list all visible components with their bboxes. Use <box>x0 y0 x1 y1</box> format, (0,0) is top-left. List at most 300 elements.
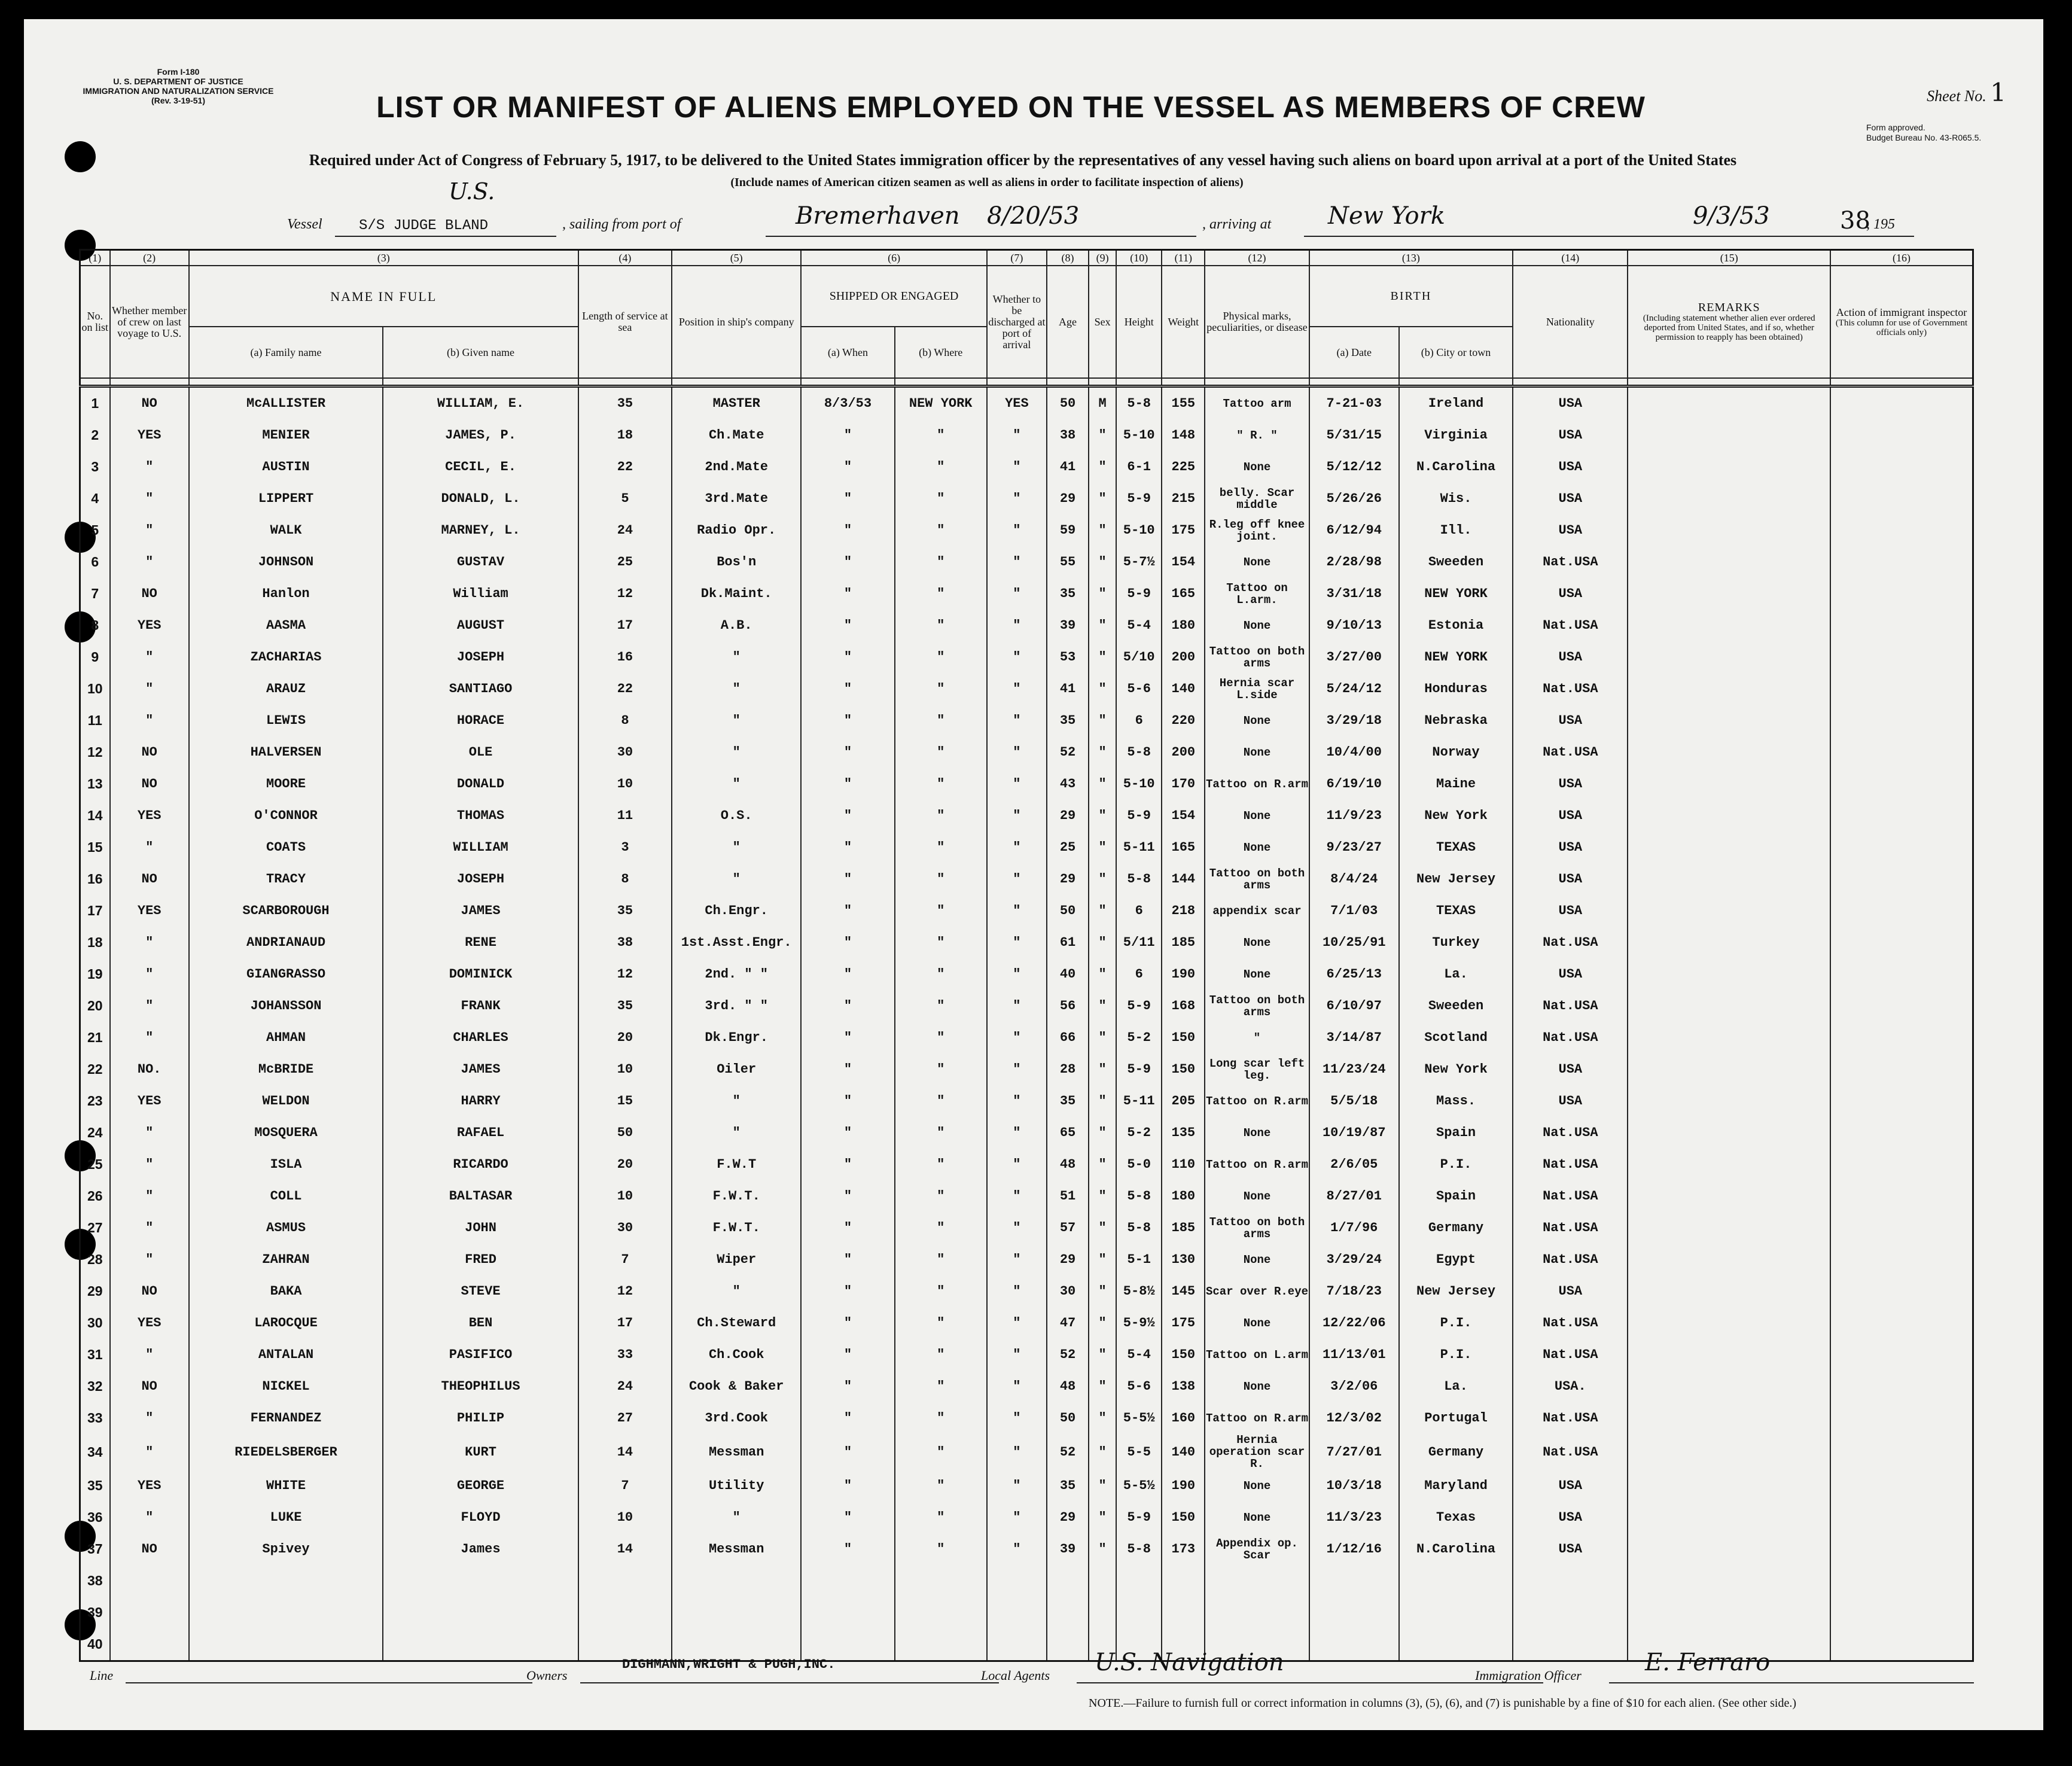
cell-remarks <box>1628 1402 1830 1434</box>
cell-birth-date: 5/24/12 <box>1309 673 1399 705</box>
cell-when: " <box>801 1275 894 1307</box>
punch-hole <box>65 141 96 172</box>
cell-length: 8 <box>578 705 672 736</box>
cell-where: " <box>895 927 987 958</box>
cell-physical-marks: Scar over R.eye <box>1205 1275 1309 1307</box>
cell-discharged: " <box>987 1180 1047 1212</box>
col-num-4: (4) <box>578 250 672 266</box>
cell-physical-marks: appendix scar <box>1205 895 1309 927</box>
cell-member: " <box>110 483 189 514</box>
cell-member: NO <box>110 1275 189 1307</box>
cell-birth-city: La. <box>1399 958 1513 990</box>
cell-physical-marks: Tattoo on R.arm <box>1205 1402 1309 1434</box>
cell-given-name: DOMINICK <box>383 958 578 990</box>
cell-birth-date: 3/31/18 <box>1309 578 1399 610</box>
cell-where: " <box>895 705 987 736</box>
cell-action <box>1830 958 1973 990</box>
cell-no: 40 <box>80 1628 110 1661</box>
cell-physical-marks: Appendix op. Scar <box>1205 1533 1309 1565</box>
cell-birth-city: Maine <box>1399 768 1513 800</box>
cell-height: 5-9 <box>1116 1053 1162 1085</box>
manifest-body <box>80 386 1973 1661</box>
cell-given-name: SANTIAGO <box>383 673 578 705</box>
table-row <box>80 1244 1973 1275</box>
cell-position: Ch.Steward <box>672 1307 801 1339</box>
cell-remarks <box>1628 863 1830 895</box>
cell-height: 5-9 <box>1116 483 1162 514</box>
header-weight: Weight <box>1162 266 1205 378</box>
cell-no: 3 <box>80 451 110 483</box>
table-row <box>80 451 1973 483</box>
cell-physical-marks: None <box>1205 1502 1309 1533</box>
agents-underline <box>1077 1682 1543 1683</box>
cell-family-name: ANTALAN <box>189 1339 383 1371</box>
cell-height: 5-8 <box>1116 736 1162 768</box>
cell-nationality: USA <box>1513 1275 1628 1307</box>
cell-when: " <box>801 990 894 1022</box>
cell-member: NO <box>110 386 189 420</box>
cell-length: 7 <box>578 1244 672 1275</box>
cell-remarks <box>1628 546 1830 578</box>
cell-nationality <box>1513 1597 1628 1628</box>
cell-birth-date: 7/27/01 <box>1309 1434 1399 1470</box>
cell-remarks <box>1628 895 1830 927</box>
cell-member: NO <box>110 768 189 800</box>
cell-weight: 135 <box>1162 1117 1205 1149</box>
cell-when: " <box>801 1434 894 1470</box>
cell-age: 52 <box>1047 736 1089 768</box>
cell-where: " <box>895 578 987 610</box>
cell-sex: " <box>1089 832 1116 863</box>
cell-age: 48 <box>1047 1371 1089 1402</box>
cell-birth-city: La. <box>1399 1371 1513 1402</box>
cell-remarks <box>1628 1533 1830 1565</box>
cell-sex: " <box>1089 578 1116 610</box>
cell-birth-city: Scotland <box>1399 1022 1513 1053</box>
local-agents-label: Local Agents <box>981 1668 1050 1683</box>
cell-birth-city: Ireland <box>1399 386 1513 420</box>
cell-when: " <box>801 546 894 578</box>
cell-no: 10 <box>80 673 110 705</box>
cell-where: " <box>895 451 987 483</box>
cell-discharged: " <box>987 1117 1047 1149</box>
cell-length: 14 <box>578 1533 672 1565</box>
cell-where <box>895 1597 987 1628</box>
cell-when: " <box>801 483 894 514</box>
cell-when: " <box>801 419 894 451</box>
cell-length <box>578 1597 672 1628</box>
cell-discharged: " <box>987 736 1047 768</box>
cell-sex: " <box>1089 768 1116 800</box>
cell-member: " <box>110 514 189 546</box>
cell-weight: 145 <box>1162 1275 1205 1307</box>
cell-no: 9 <box>80 641 110 673</box>
cell-no: 33 <box>80 1402 110 1434</box>
cell-where: " <box>895 1244 987 1275</box>
cell-remarks <box>1628 483 1830 514</box>
cell-given-name: AUGUST <box>383 610 578 641</box>
port-from: Bremerhaven <box>796 202 960 230</box>
cell-when: " <box>801 1244 894 1275</box>
table-row <box>80 768 1973 800</box>
cell-birth-city: N.Carolina <box>1399 451 1513 483</box>
cell-where: " <box>895 863 987 895</box>
cell-position: F.W.T <box>672 1149 801 1180</box>
cell-family-name: Hanlon <box>189 578 383 610</box>
cell-family-name: RIEDELSBERGER <box>189 1434 383 1470</box>
cell-birth-city: Honduras <box>1399 673 1513 705</box>
cell-weight: 225 <box>1162 451 1205 483</box>
col-num-6: (6) <box>801 250 986 266</box>
header-birth: BIRTH <box>1309 266 1513 327</box>
cell-when: " <box>801 1212 894 1244</box>
cell-member: YES <box>110 895 189 927</box>
cell-action <box>1830 641 1973 673</box>
page-title: LIST OR MANIFEST OF ALIENS EMPLOYED ON THE VESSEL AS MEMBERS OF CREW <box>376 90 1646 124</box>
cell-when <box>801 1565 894 1597</box>
cell-given-name: HARRY <box>383 1085 578 1117</box>
cell-remarks <box>1628 990 1830 1022</box>
cell-when <box>801 1597 894 1628</box>
cell-no: 36 <box>80 1502 110 1533</box>
cell-discharged: YES <box>987 386 1047 420</box>
cell-weight: 138 <box>1162 1371 1205 1402</box>
cell-position: " <box>672 705 801 736</box>
cell-family-name: AASMA <box>189 610 383 641</box>
cell-where: " <box>895 1085 987 1117</box>
cell-family-name: GIANGRASSO <box>189 958 383 990</box>
cell-physical-marks: " R. " <box>1205 419 1309 451</box>
cell-sex: M <box>1089 386 1116 420</box>
cell-length <box>578 1565 672 1597</box>
cell-length: 30 <box>578 1212 672 1244</box>
cell-sex: " <box>1089 1085 1116 1117</box>
cell-weight: 150 <box>1162 1339 1205 1371</box>
cell-age: 59 <box>1047 514 1089 546</box>
cell-height: 5-4 <box>1116 610 1162 641</box>
table-row <box>80 1565 1973 1597</box>
cell-sex: " <box>1089 514 1116 546</box>
cell-sex: " <box>1089 1339 1116 1371</box>
table-row <box>80 419 1973 451</box>
cell-birth-city: P.I. <box>1399 1339 1513 1371</box>
cell-sex: " <box>1089 1212 1116 1244</box>
cell-nationality: USA <box>1513 1053 1628 1085</box>
cell-height: 5-9 <box>1116 800 1162 832</box>
cell-family-name: NICKEL <box>189 1371 383 1402</box>
cell-no: 2 <box>80 419 110 451</box>
cell-position: Radio Opr. <box>672 514 801 546</box>
cell-nationality: Nat.USA <box>1513 1434 1628 1470</box>
cell-family-name: ZACHARIAS <box>189 641 383 673</box>
cell-family-name: LIPPERT <box>189 483 383 514</box>
cell-physical-marks: None <box>1205 610 1309 641</box>
cell-weight: 165 <box>1162 832 1205 863</box>
cell-action <box>1830 895 1973 927</box>
line-underline <box>126 1682 532 1683</box>
cell-member: YES <box>110 419 189 451</box>
cell-physical-marks: belly. Scar middle <box>1205 483 1309 514</box>
cell-remarks <box>1628 1053 1830 1085</box>
cell-remarks <box>1628 1275 1830 1307</box>
cell-given-name: THOMAS <box>383 800 578 832</box>
cell-when: " <box>801 863 894 895</box>
cell-discharged: " <box>987 1085 1047 1117</box>
cell-remarks <box>1628 1307 1830 1339</box>
sheet-number <box>1927 78 2006 107</box>
cell-member: " <box>110 1502 189 1533</box>
cell-where: " <box>895 1053 987 1085</box>
cell-weight: 190 <box>1162 958 1205 990</box>
include-statement: (Include names of American citizen seamen as well as aliens in order to facilitate inspection of aliens) <box>730 176 1244 189</box>
cell-when: " <box>801 1149 894 1180</box>
cell-birth-date: 5/12/12 <box>1309 451 1399 483</box>
cell-member: " <box>110 641 189 673</box>
cell-height: 5-5½ <box>1116 1402 1162 1434</box>
cell-member: YES <box>110 800 189 832</box>
cell-birth-date: 9/23/27 <box>1309 832 1399 863</box>
cell-birth-city: P.I. <box>1399 1149 1513 1180</box>
cell-height: 5/10 <box>1116 641 1162 673</box>
cell-discharged: " <box>987 863 1047 895</box>
cell-height: 5-10 <box>1116 514 1162 546</box>
cell-where: " <box>895 768 987 800</box>
table-row <box>80 1275 1973 1307</box>
cell-physical-marks: Tattoo on both arms <box>1205 990 1309 1022</box>
cell-birth-date: 10/3/18 <box>1309 1470 1399 1502</box>
cell-length: 10 <box>578 1502 672 1533</box>
cell-sex: " <box>1089 610 1116 641</box>
cell-member: " <box>110 451 189 483</box>
header-remarks-title: REMARKS <box>1698 300 1760 314</box>
column-number-row <box>80 250 1973 266</box>
sheet-value: 1 <box>1990 78 2006 107</box>
cell-length: 12 <box>578 1275 672 1307</box>
cell-nationality: Nat.USA <box>1513 673 1628 705</box>
cell-no: 18 <box>80 927 110 958</box>
cell-nationality: USA <box>1513 863 1628 895</box>
cell-birth-date: 11/23/24 <box>1309 1053 1399 1085</box>
cell-given-name: JAMES <box>383 895 578 927</box>
cell-action <box>1830 386 1973 420</box>
cell-age <box>1047 1597 1089 1628</box>
cell-height: 5-8 <box>1116 1533 1162 1565</box>
cell-remarks <box>1628 1502 1830 1533</box>
cell-action <box>1830 451 1973 483</box>
table-row <box>80 705 1973 736</box>
cell-remarks <box>1628 705 1830 736</box>
cell-age: 25 <box>1047 832 1089 863</box>
cell-remarks <box>1628 673 1830 705</box>
cell-age: 29 <box>1047 483 1089 514</box>
cell-where: " <box>895 419 987 451</box>
cell-length: 12 <box>578 958 672 990</box>
header-whether-member: Whether member of crew on last voyage to U.S. <box>110 266 189 378</box>
header-age: Age <box>1047 266 1089 378</box>
cell-weight: 160 <box>1162 1402 1205 1434</box>
cell-no: 5 <box>80 514 110 546</box>
cell-position: F.W.T. <box>672 1212 801 1244</box>
cell-sex: " <box>1089 546 1116 578</box>
cell-family-name: HALVERSEN <box>189 736 383 768</box>
cell-position: Bos'n <box>672 546 801 578</box>
cell-action <box>1830 990 1973 1022</box>
cell-birth-date: 2/28/98 <box>1309 546 1399 578</box>
cell-when: " <box>801 514 894 546</box>
cell-length: 15 <box>578 1085 672 1117</box>
header-position: Position in ship's company <box>672 266 801 378</box>
cell-length: 27 <box>578 1402 672 1434</box>
cell-no: 20 <box>80 990 110 1022</box>
cell-height <box>1116 1597 1162 1628</box>
cell-no: 23 <box>80 1085 110 1117</box>
cell-weight: 150 <box>1162 1502 1205 1533</box>
owners-label: Owners <box>526 1668 568 1683</box>
cell-height: 5/11 <box>1116 927 1162 958</box>
cell-member: YES <box>110 1307 189 1339</box>
cell-where: " <box>895 736 987 768</box>
table-row <box>80 1212 1973 1244</box>
cell-age: 52 <box>1047 1339 1089 1371</box>
cell-remarks <box>1628 736 1830 768</box>
cell-member: YES <box>110 1085 189 1117</box>
budget-bureau-line: Budget Bureau No. 43-R065.5. <box>1866 133 1982 142</box>
cell-member: " <box>110 958 189 990</box>
cell-height: 5-10 <box>1116 768 1162 800</box>
table-row <box>80 1371 1973 1402</box>
cell-weight: 218 <box>1162 895 1205 927</box>
table-row <box>80 990 1973 1022</box>
cell-position: " <box>672 863 801 895</box>
cell-height: 5-5½ <box>1116 1470 1162 1502</box>
cell-nationality: USA <box>1513 419 1628 451</box>
cell-height: 5-1 <box>1116 1244 1162 1275</box>
cell-discharged: " <box>987 546 1047 578</box>
table-row <box>80 1085 1973 1117</box>
cell-height: 5-2 <box>1116 1022 1162 1053</box>
cell-when: " <box>801 451 894 483</box>
cell-age: 53 <box>1047 641 1089 673</box>
cell-no: 24 <box>80 1117 110 1149</box>
cell-height: 5-8 <box>1116 1180 1162 1212</box>
cell-when: " <box>801 1085 894 1117</box>
line-label: Line <box>90 1668 114 1683</box>
arriving-label: , arriving at <box>1202 217 1272 232</box>
cell-length: 14 <box>578 1434 672 1470</box>
cell-where: " <box>895 895 987 927</box>
cell-given-name: FRANK <box>383 990 578 1022</box>
service-name: IMMIGRATION AND NATURALIZATION SERVICE <box>83 86 274 96</box>
cell-where: " <box>895 641 987 673</box>
cell-when: " <box>801 1533 894 1565</box>
cell-where: " <box>895 1402 987 1434</box>
cell-sex <box>1089 1565 1116 1597</box>
cell-action <box>1830 1244 1973 1275</box>
cell-family-name: LUKE <box>189 1502 383 1533</box>
cell-remarks <box>1628 1565 1830 1597</box>
cell-age: 41 <box>1047 451 1089 483</box>
table-row <box>80 514 1973 546</box>
col-num-1: (1) <box>80 250 110 266</box>
cell-birth-date <box>1309 1597 1399 1628</box>
cell-nationality: USA <box>1513 768 1628 800</box>
cell-birth-date: 9/10/13 <box>1309 610 1399 641</box>
cell-member: " <box>110 927 189 958</box>
cell-discharged: " <box>987 1470 1047 1502</box>
cell-given-name: DONALD, L. <box>383 483 578 514</box>
cell-birth-city: Sweeden <box>1399 990 1513 1022</box>
cell-physical-marks: None <box>1205 800 1309 832</box>
cell-nationality: Nat.USA <box>1513 1022 1628 1053</box>
cell-position: Cook & Baker <box>672 1371 801 1402</box>
cell-nationality: Nat.USA <box>1513 1339 1628 1371</box>
cell-height: 5-4 <box>1116 1339 1162 1371</box>
cell-birth-date: 5/5/18 <box>1309 1085 1399 1117</box>
cell-sex: " <box>1089 1149 1116 1180</box>
col-num-5: (5) <box>672 250 801 266</box>
cell-physical-marks: None <box>1205 1307 1309 1339</box>
cell-weight: 154 <box>1162 800 1205 832</box>
cell-position: " <box>672 736 801 768</box>
cell-birth-date: 3/27/00 <box>1309 641 1399 673</box>
cell-where: " <box>895 610 987 641</box>
cell-birth-city: P.I. <box>1399 1307 1513 1339</box>
cell-discharged: " <box>987 610 1047 641</box>
cell-position: F.W.T. <box>672 1180 801 1212</box>
table-row <box>80 1533 1973 1565</box>
cell-given-name: William <box>383 578 578 610</box>
crew-manifest-table <box>79 249 1974 1662</box>
cell-age: 55 <box>1047 546 1089 578</box>
cell-no: 34 <box>80 1434 110 1470</box>
cell-physical-marks: None <box>1205 451 1309 483</box>
cell-birth-city <box>1399 1597 1513 1628</box>
table-row <box>80 895 1973 927</box>
cell-nationality: USA <box>1513 705 1628 736</box>
cell-discharged <box>987 1597 1047 1628</box>
cell-height: 5-10 <box>1116 419 1162 451</box>
cell-discharged: " <box>987 578 1047 610</box>
cell-birth-city: Maryland <box>1399 1470 1513 1502</box>
cell-action <box>1830 1402 1973 1434</box>
cell-where: " <box>895 1434 987 1470</box>
cell-sex: " <box>1089 863 1116 895</box>
cell-position: 2nd. " " <box>672 958 801 990</box>
cell-discharged <box>987 1565 1047 1597</box>
cell-action <box>1830 1022 1973 1053</box>
col-num-9: (9) <box>1089 250 1116 266</box>
cell-action <box>1830 610 1973 641</box>
cell-weight <box>1162 1597 1205 1628</box>
cell-family-name: AUSTIN <box>189 451 383 483</box>
cell-family-name: MOSQUERA <box>189 1117 383 1149</box>
cell-nationality: USA <box>1513 1085 1628 1117</box>
cell-length: 35 <box>578 386 672 420</box>
cell-age: 52 <box>1047 1434 1089 1470</box>
cell-given-name: JOSEPH <box>383 863 578 895</box>
cell-member <box>110 1565 189 1597</box>
cell-where: NEW YORK <box>895 386 987 420</box>
cell-position: " <box>672 832 801 863</box>
cell-nationality: Nat.USA <box>1513 546 1628 578</box>
header-remarks-note: (Including statement whether alien ever ordered deported from United States, and if so, whether permission to reapply has been obtained) <box>1643 313 1815 342</box>
cell-position: MASTER <box>672 386 801 420</box>
cell-given-name: STEVE <box>383 1275 578 1307</box>
table-row <box>80 1307 1973 1339</box>
cell-age: 35 <box>1047 705 1089 736</box>
form-identifier <box>71 67 286 105</box>
cell-discharged: " <box>987 1275 1047 1307</box>
